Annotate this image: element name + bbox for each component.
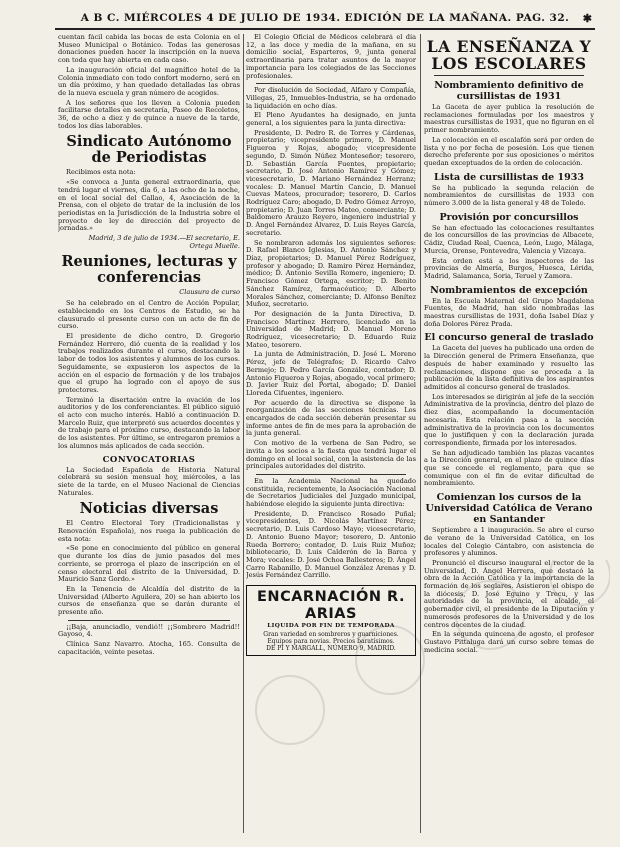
- divider: [68, 620, 230, 621]
- signature: Madrid, 3 de julio de 1934.—El secretario, E. Ortega Muelle.: [88, 234, 240, 250]
- paragraph: La junta de Administración, D. José L. Moreno Pérez, jefe de Telégrafos; D. Ricardo Calvo Bermejo; D. Pedro García González, contador; D. Antonio Figueroa y Rojas, abogado, vocal primero; D. Javier Ruiz del Portal, abogado; D. Daniel Lloreda Cifuentes, ingeniero.: [246, 350, 416, 397]
- page-mark: ✱: [582, 12, 592, 25]
- paragraph: Por disolución de Sociedad, Alfaro y Compañía, Villegas, 25, Inmuebles-Industria, se ha ordenado la liquidación en ocho días.: [246, 86, 416, 110]
- paragraph: Por acuerdo de la directiva se dispone la reorganización de las secciones técnicas. Los encargados de cada sección deberán presentar su informe antes de fin de mes para la aprobación de la junta general.: [246, 398, 416, 438]
- headline-traslado: El concurso general de traslado: [424, 332, 594, 344]
- headline-cursillistas-1933: Lista de cursillistas de 1933: [434, 171, 584, 183]
- column-1: [58, 34, 240, 835]
- headline-reuniones: Reuniones, lecturas y conferencias: [61, 253, 237, 287]
- paragraph: En la segunda quincena de agosto, el profesor Gustavo Pittaluga dará un curso sobre temas de medicina social.: [424, 630, 594, 654]
- headline-excepcion: Nombramientos de excepción: [430, 284, 588, 296]
- paragraph: En la Academia Nacional ha quedado constituida, recientemente, la Asociación Nacional de Secretarios Judiciales del Juzgado municipal, habiéndose elegido la siguiente junta directiva:: [246, 476, 416, 509]
- top-rule: [55, 28, 595, 30]
- paragraph: Pronunció el discurso inaugural el rector de la Universidad, D. Ángel Herrera, que destacó la obra de la Acción Católica y la importancia de la formación de los seglares. Asistieron el obispo de la diócesis, D. José Eguino y Trecu, y las autoridades de la provincia, el alcalde, el gobernador civil, el presidente de la Diputación y numerosos profesores de la Universidad y de los centros docentes de la ciudad.: [424, 558, 594, 629]
- paragraph: El Colegio Oficial de Médicos celebrará el día 12, a las doce y media de la mañana, en su domicilio social, Esparteros, 9, junta general extraordinaria para tratar asuntos de la mayor importancia para los colegiados de las Secciones profesionales.: [246, 34, 416, 80]
- ad-title: ENCARNACIÓN R. ARIAS: [257, 589, 405, 623]
- paragraph: La colocación en el escalafón será por orden de lista y no por fecha de posesión. Los que tienen derecho preferente por sus oposiciones o méritos quedan exceptuados de la orden de colocación.: [424, 135, 594, 167]
- divider: [256, 83, 406, 84]
- paragraph: La Gaceta de ayer publica la resolución de reclamaciones formuladas por los maestros y maestras cursillistas de 1931, que no figuran en el primer nombramiento.: [424, 103, 594, 135]
- paragraph: Terminó la disertación entre la ovación de los auditorios y de los conferenciantes. El público siguió el acto con mucho interés. Habló a continuación D. Marcelo Ruiz, que interpretó sus acuerdos docentes y de trabajo para el próximo curso, destacando la labor de los asistentes. Por último, se entregaron premios a los alumnos más aplicados de cada sección.: [58, 395, 240, 450]
- paragraph: cuentan fácil cabida las bocas de esta Colonia en el Museo Municipal o Botánico. Todas las generosas donaciones pueden hacer la inscripción en la nueva con toda que hay abierta en cada caso.: [58, 34, 240, 65]
- headline-noticias: Noticias diversas: [79, 500, 219, 518]
- paragraph: En la Escuela Maternal del Grupo Magdalena Fuentes, de Madrid, han sido nombradas las maestras cursillistas de 1931, doña Isabel Díaz y doña Dolores Pérez Prada.: [424, 296, 594, 328]
- paragraph: Presidente, D. Pedro R. de Torres y Cárdenas, propietario; vicepresidente primero, D. Manuel Figueroa y Rojas, abogado; vicepresidente segundo, D. Simón Núñez Monteseñor; tesorero, D. Sebastián García Fuentes, propietario; secretario, D. José Antonio Ramírez y Gómez; vicesecretario, D. Mariano Hernández Herranz; vocales: D. Manuel Martín Cancio, D. Manuel Cuevas Mateos, procurador; tesorero, D. Carlos Rodríguez Caro; abogado, D. Pedro Gómez Arroyo, propietario; D. Juan Torres Mateo, comerciante; D. Baldomero Arauzo Reyero, ingeniero industrial y D. Ángel Fernández Álvarez, D. Luis Reyes García, secretario.: [246, 128, 416, 237]
- ad-subtitle: LIQUIDA POR FIN DE TEMPORADA: [267, 623, 395, 630]
- headline-concursillos: Provisión por concursillos: [439, 211, 579, 223]
- paragraph: «Se convoca a Junta general extraordinaria, que tendrá lugar el viernes, día 6, a las ocho de la noche, en el local social del Callao, 4, Asociación de la Prensa, con el objeto de tratar de la inclusión de los periodistas en la Jurisdicción de la Industria sobre el proyecto de ley de dirección del proyecto de jornadas.»: [58, 178, 240, 233]
- paragraph: El Centro Electoral Tory (Tradicionalistas y Renovación Española), nos ruega la publicación de esta nota:: [58, 519, 240, 543]
- paragraph: El Pleno Ayudantes ha designado, en junta general, a los siguientes para la junta directiva:: [246, 111, 416, 128]
- headline-universidad-catolica: Comienzan los cursos de la Universidad Católica de Verano en Santander: [425, 492, 593, 526]
- paragraph: La inauguración oficial del magnífico hotel de la Colonia inmediato con todo confort moderno, será en un día próximo, y han quedado detalladas las obras de la nueva escuela y gran número de acogidos.: [58, 65, 240, 97]
- section-heading-ensenanza: LA ENSEÑANZA Y LOS ESCOLARES: [426, 37, 592, 73]
- subheadline: Clausura de curso: [179, 288, 240, 297]
- divider: [256, 474, 406, 475]
- paragraph: Se han adjudicado también las plazas vacantes a la Dirección general, en el plazo de quince días que se concede el reglamento, para que se comunique con el fin de evitar dificultad de nombramiento.: [424, 448, 594, 488]
- paragraph: A los señores que los lleven a Colonia pueden facilitarse detalles en secretaría, Paseo de Recoletos, 36, de ocho a diez y de quince a nueve de la tarde, todos los días laborables.: [58, 98, 240, 130]
- paragraph: «Se pone en conocimiento del público en general que durante los días de junio pasados del mes corriente, se prorroga el plazo de inscripción en el censo electoral del distrito de la Universidad, D. Mauricio Sanz Gordo.»: [58, 544, 240, 584]
- advertisement-box: [246, 585, 416, 656]
- paragraph: Recibimos esta nota:: [66, 168, 136, 177]
- headline-sindicato: Sindicato Autónomo de Periodistas: [66, 133, 232, 167]
- paragraph: La Gaceta del jueves ha publicado una orden de la Dirección general de Primera Enseñanza, que después de haber examinado y resuelto las reclamaciones, dispone que se proceda a la publicación de la lista definitiva de los aspirantes admitidos al concurso general de traslados.: [424, 344, 594, 391]
- paragraph: La Sociedad Española de Historia Natural celebrará su sesión mensual hoy, miércoles, a las siete de la tarde, en el Museo Nacional de Ciencias Naturales.: [58, 465, 240, 497]
- paragraph: Presidente, D. Francisco Rosado Puñal; vicepresidentes, D. Nicolás Martínez Pérez; secretario, D. Luis Cardoso Mayo; vicesecretario, D. Antonio Bueno Mayor; tesorero, D. Antonio Rueda Borrero; contador, D. Luis Ruiz Muñoz; bibliotecario, D. Luis Calderón de la Barca y Mora; vocales: D. José Ochoa Ballesteros; D. Ángel Carro Rabanillo, D. Manuel González Arenas y D. Jesús Fernández Carrillo.: [246, 509, 416, 580]
- ad-line: DE PI Y MARGALL, NÚMERO 9, MADRID.: [266, 644, 396, 652]
- paragraph: Se nombraron además los siguientes señores: D. Rafael Blanco Iglesias, D. Antonio Sánchez y Díaz, propietarios; D. Manuel Pérez Rodríguez, profesor y abogado; D. Ramiro Pérez Hernández, médico; D. Antonio Sevilla Romero, ingeniero; D. Francisco Gómez Ortega, escritor; D. Benito Sánchez Ramírez, farmacéutico; D. Alberto Morales Sánchez, comerciante; D. Alfonso Benítez Muñoz, secretario.: [246, 238, 416, 309]
- paragraph: Por designación de la Junta Directiva, D. Francisco Martínez Herrero, licenciado en la Universidad de Madrid; D. Manuel Moreno Rodríguez, vicesecretario; D. Eduardo Ruiz Mateo, tesorero.: [246, 309, 416, 349]
- column-2: [246, 34, 416, 835]
- paragraph: Se ha celebrado en el Centro de Acción Popular, estableciendo en los Centros de Estudio, se ha clausurado el presente curso con un acto de fin de curso.: [58, 299, 240, 331]
- ad-line: Equipos para novias. Precios baratísimos.: [267, 637, 395, 645]
- paragraph: Los interesados se dirigirán al jefe de la sección Administrativa de la provincia, dentro del plazo de diez días, acompañando la documentación necesaria. Esta relación pasa a la sección administrativa de la provincia con los documentos que lo justifiquen y con la declaración jurada correspondiente, firmada por los interesados.: [424, 392, 594, 447]
- paragraph: Septiembre a 1 inauguración. Se abre el curso de verano de la Universidad Católica, en los locales del Colegio Cántabro, con asistencia de profesores y alumnos.: [424, 526, 594, 558]
- paragraph: Se ha publicado la segunda relación de nombramientos de cursillistas de 1933 con número 3.000 de la lista general y 48 de Toledo.: [424, 183, 594, 208]
- headline-cursillistas-1931: Nombramiento definitivo de cursillistas de 1931: [434, 80, 584, 102]
- paragraph: En la Tenencia de Alcaldía del distrito de la Universidad (Alberto Aguilera, 20) se han abierto los cursos de enseñanza que se darán durante el presente año.: [58, 584, 240, 617]
- ad-line: Gran variedad en sombreros y guarniciones.: [263, 630, 399, 638]
- paragraph: El presidente de dicho centro, D. Gregorio Fernández Herrero, dió cuenta de la realidad y los trabajos realizados durante el curso, destacando la labor de todos los asistentes y alumnos de los cursos. Seguidamente, se expusieron los aspectos de la acción en el espacio de formación y de los trabajos que el grupo ha logrado con el apoyo de sus protectores.: [58, 331, 240, 394]
- classified-ad: Clínica Sanz Navarro. Atocha, 165. Consulta de capacitación, veinte pesetas.: [58, 640, 240, 656]
- column-divider-2: [420, 34, 421, 833]
- classified-ad: ¡¡Baja, anunciadlo, vendió!! ¡¡Sombrero Madrid!! Gayoso, 4.: [58, 622, 240, 639]
- divider: [434, 75, 584, 76]
- paragraph: Esta orden está a los inspectores de las provincias de Almería, Burgos, Huesca, Lérida, Madrid, Salamanca, Soria, Teruel y Zamora.: [424, 256, 594, 280]
- headline-convocatorias: CONVOCATORIAS: [102, 454, 196, 465]
- masthead: A B C. MIÉRCOLES 4 DE JULIO DE 1934. EDICIÓN DE LA MAÑANA. PAG. 32.: [80, 12, 570, 24]
- column-3: [424, 34, 594, 835]
- paragraph: Con motivo de la verbena de San Pedro, se invita a los socios a la fiesta que tendrá lugar el domingo en el local social, con la asistencia de las principales autoridades del distrito.: [246, 439, 416, 471]
- paragraph: Se han efectuado las colocaciones resultantes de los concursillos de las provincias de Albacete, Cádiz, Ciudad Real, Cuenca, León, Lugo, Málaga, Murcia, Orense, Pontevedra, Valencia y Vizcaya.: [424, 223, 594, 255]
- column-divider-1: [243, 34, 244, 833]
